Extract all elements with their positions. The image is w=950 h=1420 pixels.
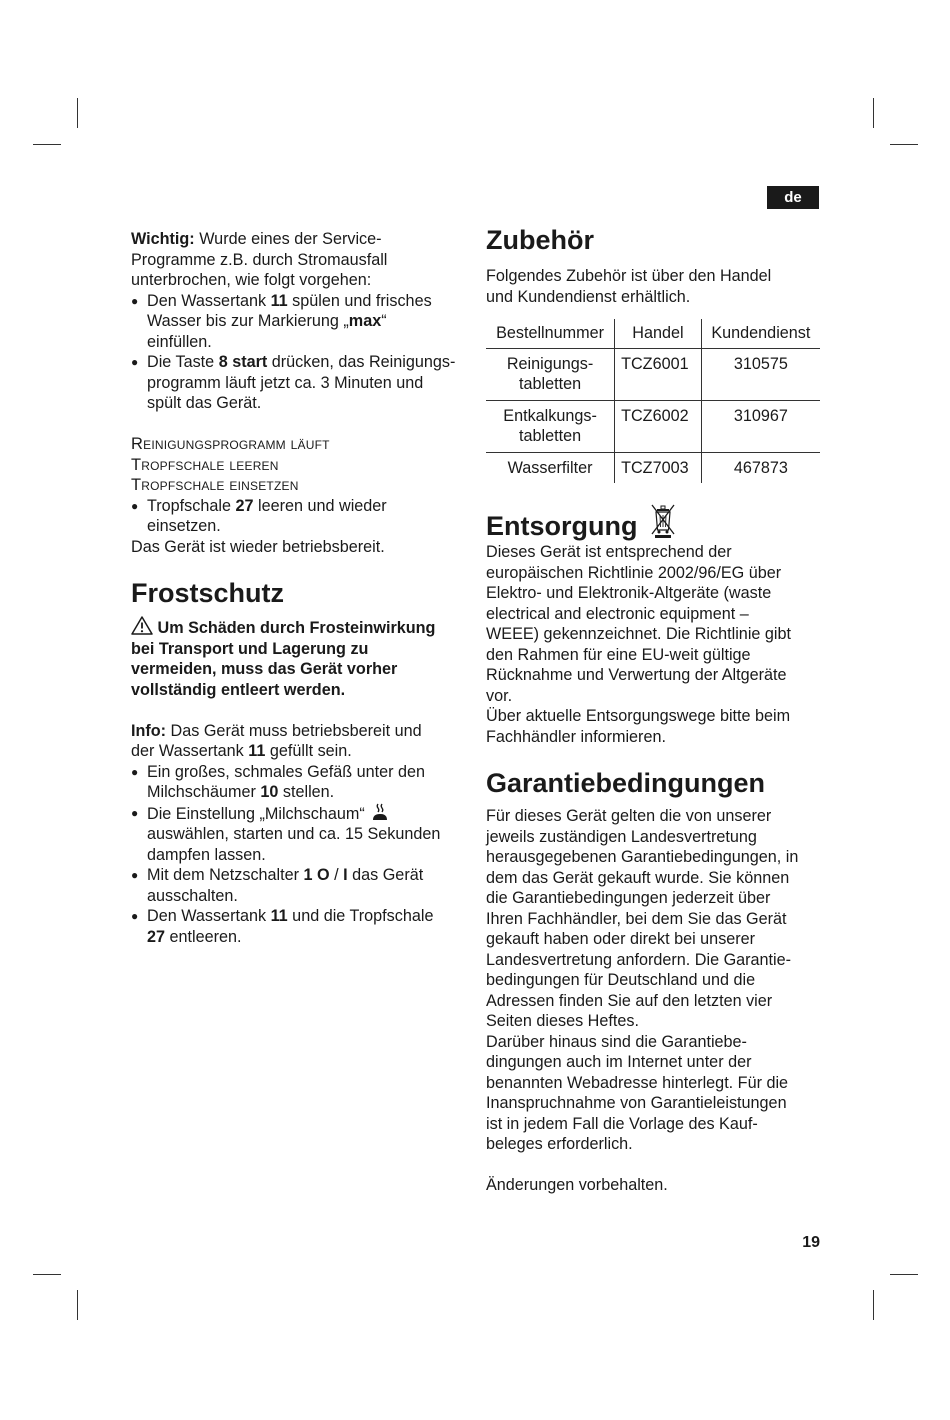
table-cell — [486, 400, 615, 452]
accessories-table — [486, 319, 820, 483]
zubehoer-intro — [486, 266, 822, 307]
text: stellen. — [278, 783, 335, 801]
table-cell: TCZ7003 — [615, 452, 702, 483]
display-message: Reinigungsprogramm läuft — [131, 435, 330, 453]
text: entleeren. — [165, 927, 242, 946]
text: Mit dem Netzschalter — [147, 866, 304, 884]
text: spült das Gerät. — [147, 394, 262, 412]
display-messages — [131, 434, 471, 496]
text: ausschalten. — [147, 886, 238, 905]
table-row — [486, 400, 820, 452]
text-line: den Rahmen für eine EU-weit gültige — [486, 645, 751, 664]
list-item — [131, 352, 471, 414]
text-line: dingungen auch im Internet unter der — [486, 1053, 752, 1071]
column-header: Handel — [615, 319, 702, 348]
table-row — [486, 452, 820, 483]
entsorgung-text — [486, 542, 822, 747]
list-item — [131, 865, 471, 906]
text: und die Tropfschale — [287, 907, 434, 925]
text: Die Taste — [147, 353, 219, 371]
text-line: Inanspruchnahme von Garantieleistungen — [486, 1094, 787, 1112]
text: 27 — [235, 496, 254, 515]
service-steps-list — [131, 291, 471, 414]
text: Wurde eines der Service- — [194, 230, 382, 248]
text-line: vor. — [486, 686, 513, 705]
text: Programme z.B. durch Stromausfall — [131, 250, 388, 269]
text: spülen und frisches — [287, 291, 432, 310]
table-cell: TCZ6001 — [615, 348, 702, 400]
warning-icon — [131, 616, 153, 635]
text: programm läuft jetzt ca. 3 Minuten und — [147, 373, 424, 392]
table-cell: TCZ6002 — [615, 400, 702, 452]
text-line: Adressen finden Sie auf den letzten vier — [486, 991, 773, 1010]
text-line: bedingungen für Deutschland und die — [486, 971, 756, 989]
text: Entkalkungs- — [503, 406, 597, 425]
text-line: WEEE) gekennzeichnet. Die Richtlinie gibt — [486, 625, 792, 643]
zubehoer-heading: Zubehör — [486, 225, 594, 255]
left-column — [131, 229, 471, 947]
text-line: herausgegebenen Garantiebedingungen, in — [486, 848, 799, 866]
text: tabletten — [519, 375, 582, 393]
text-line: die Garantiebedingungen jederzeit über — [486, 889, 771, 907]
table-cell: 467873 — [701, 452, 820, 483]
crop-mark — [873, 98, 874, 128]
milk-froth-icon — [371, 803, 389, 821]
text: vermeiden, muss das Gerät vorher — [131, 660, 398, 678]
crop-mark — [33, 144, 61, 145]
list-item — [131, 803, 471, 866]
entsorgung-heading — [486, 503, 822, 542]
changes-note: Änderungen vorbehalten. — [486, 1176, 668, 1194]
text: auswählen, starten und ca. 15 Sekunden — [147, 825, 441, 843]
text-line: dem das Gerät gekauft wurde. Sie können — [486, 868, 790, 887]
table-cell: Wasserfilter — [507, 458, 593, 477]
text-line: Für dieses Gerät gelten die von unserer — [486, 807, 772, 825]
frostschutz-heading: Frostschutz — [131, 578, 285, 608]
frost-steps-list — [131, 762, 471, 948]
column-header: Kundendienst — [701, 319, 820, 348]
info-label: Info: — [131, 721, 167, 740]
garantie-heading: Garantiebedingungen — [486, 768, 766, 798]
text: 11 — [270, 291, 288, 310]
list-item — [131, 496, 471, 537]
text: 11 — [270, 907, 288, 925]
table-header-row — [486, 319, 820, 348]
text: 8 start — [218, 353, 268, 371]
text: Um Schäden durch Frosteinwirkung — [153, 619, 436, 637]
text: Wasser bis zur Markierung „ — [147, 312, 349, 330]
text: 11 — [248, 742, 266, 760]
page-number: 19 — [802, 1234, 820, 1251]
text: I — [343, 866, 348, 884]
text-line: Über aktuelle Entsorgungswege bitte beim — [486, 707, 791, 725]
text-line: Ihren Fachhändler, bei dem Sie das Gerät — [486, 909, 787, 928]
text-line: Elektro- und Elektronik-Altgeräte (waste — [486, 584, 772, 602]
text: Den Wassertank — [147, 907, 271, 925]
text: bei Transport und Lagerung zu — [131, 639, 369, 658]
text: Reinigungs- — [506, 354, 594, 373]
table-row — [486, 348, 820, 400]
text-line: electrical and electronic equipment – — [486, 604, 749, 623]
text: leeren und wieder — [253, 496, 387, 515]
table-cell: 310575 — [701, 348, 820, 400]
text-line: europäischen Richtlinie 2002/96/EG über — [486, 563, 782, 582]
text: drücken, das Reinigungs- — [267, 353, 456, 371]
ready-text: Das Gerät ist wieder betriebsbereit. — [131, 537, 385, 556]
text: 10 — [260, 783, 279, 801]
wichtig-label: Wichtig: — [131, 230, 195, 248]
crop-mark — [33, 1274, 61, 1275]
crop-mark — [890, 144, 918, 145]
text: tabletten — [519, 427, 582, 445]
right-column — [486, 224, 822, 1196]
text-line: jeweils zuständigen Landesvertretung — [486, 827, 757, 846]
text: vollständig entleert werden. — [131, 680, 346, 699]
language-badge: de — [767, 186, 819, 209]
text: 27 — [147, 927, 166, 946]
text-line: benannten Webadresse hinterlegt. Für die — [486, 1073, 789, 1092]
display-message: Tropfschale einsetzen — [131, 476, 299, 494]
text: einsetzen. — [147, 517, 221, 535]
table-cell — [486, 348, 615, 400]
text: gefüllt sein. — [265, 742, 352, 760]
text: unterbrochen, wie folgt vorgehen: — [131, 271, 372, 289]
text: der Wassertank — [131, 742, 249, 760]
text: / — [329, 866, 344, 884]
table-cell: 310967 — [701, 400, 820, 452]
garantie-text — [486, 806, 822, 1155]
text: das Gerät — [347, 866, 424, 884]
text-line: beleges erforderlich. — [486, 1135, 633, 1153]
text-line: Fachhändler informieren. — [486, 727, 666, 746]
text: Entsorgung — [486, 511, 638, 541]
text: Milchschäumer — [147, 783, 261, 801]
text: einfüllen. — [147, 332, 212, 351]
text: Den Wassertank — [147, 291, 271, 310]
text: und Kundendienst erhältlich. — [486, 287, 691, 306]
text-line: gekauft haben oder direkt bei unserer — [486, 930, 756, 948]
text-line: Seiten dieses Heftes. — [486, 1012, 639, 1030]
wichtig-paragraph — [131, 229, 471, 291]
text: max — [348, 312, 382, 330]
text-line: Landesvertretung anfordern. Die Garantie- — [486, 950, 792, 969]
frost-warning — [131, 616, 471, 700]
text: 1 O — [303, 866, 330, 884]
crop-mark — [890, 1274, 918, 1275]
text-line: ist in jedem Fall die Vorlage des Kauf- — [486, 1114, 758, 1133]
text: Folgendes Zubehör ist über den Handel — [486, 267, 772, 285]
crossed-bin-icon — [649, 503, 677, 539]
text: dampfen lassen. — [147, 845, 266, 864]
text-line: Rücknahme und Verwertung der Altgeräte — [486, 666, 787, 684]
text: Ein großes, schmales Gefäß unter den — [147, 762, 426, 781]
text: Tropfschale — [147, 496, 236, 515]
list-item — [131, 291, 471, 353]
text-line: Darüber hinaus sind die Garantiebe- — [486, 1032, 747, 1051]
text: Die Einstellung „Milchschaum“ — [147, 804, 365, 823]
list-item — [131, 906, 471, 947]
text: Das Gerät muss betriebsbereit und — [166, 721, 422, 740]
display-message: Tropfschale leeren — [131, 455, 279, 474]
info-paragraph — [131, 721, 471, 762]
list-item — [131, 762, 471, 803]
drip-tray-list — [131, 496, 471, 537]
text: “ — [381, 312, 387, 330]
crop-mark — [77, 98, 78, 128]
crop-mark — [77, 1290, 78, 1320]
text-line: Dieses Gerät ist entsprechend der — [486, 543, 732, 561]
crop-mark — [873, 1290, 874, 1320]
column-header: Bestellnummer — [486, 319, 615, 348]
